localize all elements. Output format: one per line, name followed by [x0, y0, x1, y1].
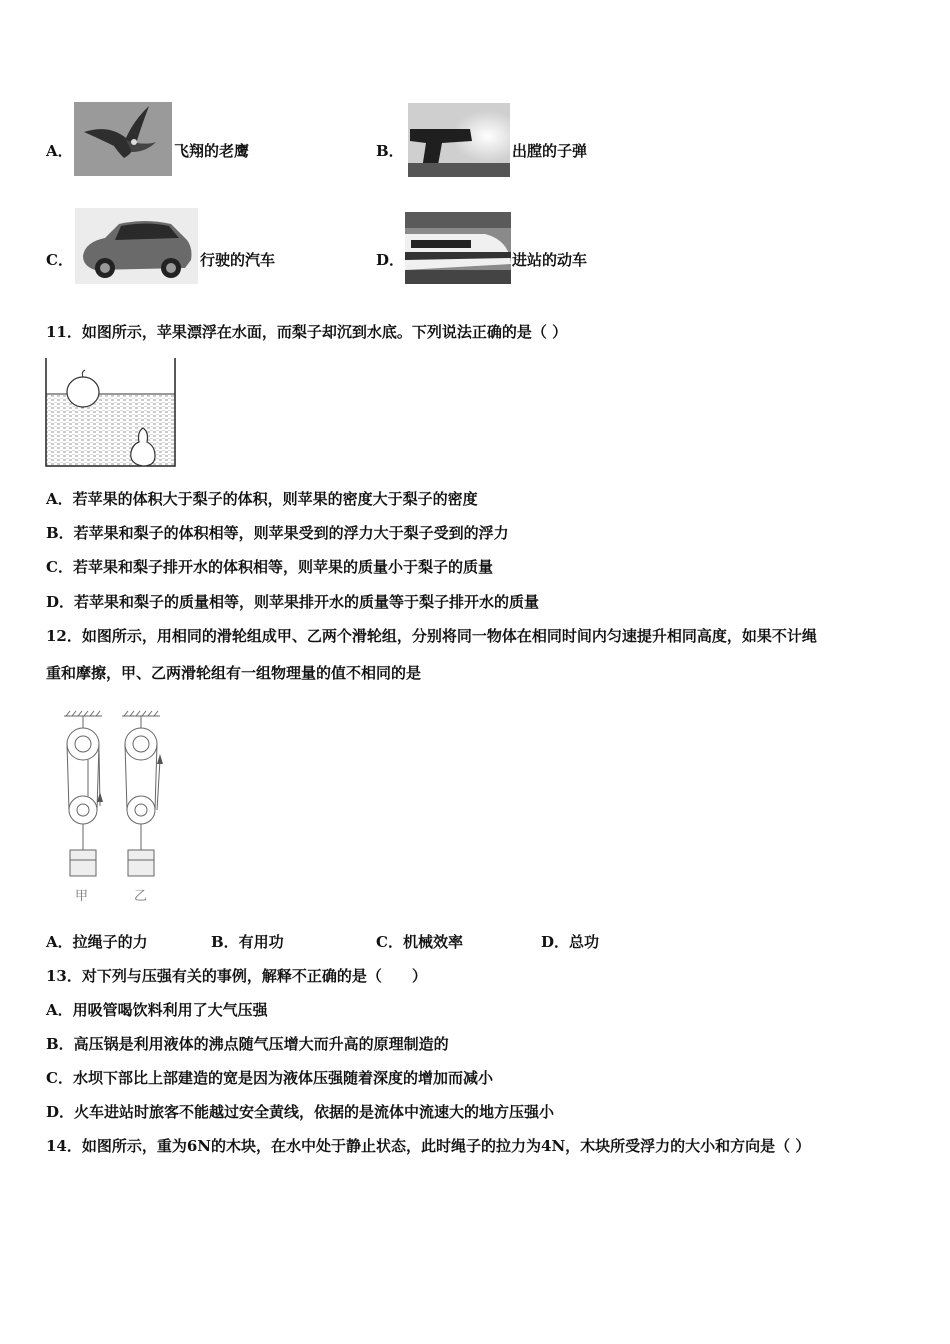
train-image: [405, 212, 511, 284]
q12-option-a: A．拉绳子的力: [46, 933, 148, 951]
eagle-image: [74, 102, 172, 176]
q13-option-d: D．火车进站时旅客不能越过安全黄线，依据的是流体中流速大的地方压强小: [46, 1103, 555, 1121]
figure-label-jia: 甲: [75, 889, 89, 904]
q12-stem-line2: 重和摩擦，甲、乙两滑轮组有一组物理量的值不相同的是: [46, 664, 422, 682]
q12-option-b: B．有用功: [211, 933, 284, 951]
option-letter: B．: [376, 142, 404, 160]
q13-option-b: B．高压锅是利用液体的沸点随气压增大而升高的原理制造的: [46, 1035, 449, 1053]
q11-option-b: B．若苹果和梨子的体积相等，则苹果受到的浮力大于梨子受到的浮力: [46, 524, 509, 542]
option-letter: A．: [46, 142, 73, 160]
option-letter: C．: [46, 251, 73, 269]
q12-option-c: C．机械效率: [376, 933, 463, 951]
bullet-image: [408, 103, 510, 177]
q13-option-a: A．用吸管喝饮料利用了大气压强: [46, 1001, 268, 1019]
q11-option-a: A．若苹果的体积大于梨子的体积，则苹果的密度大于梨子的密度: [46, 490, 478, 508]
option-caption: 出膛的子弹: [512, 142, 588, 160]
q11-figure: [45, 358, 177, 468]
figure-label-yi: 乙: [134, 889, 148, 904]
q12-pulley-figure: [58, 710, 178, 908]
option-caption: 行驶的汽车: [200, 251, 276, 269]
q13-option-c: C．水坝下部比上部建造的宽是因为液体压强随着深度的增加而减小: [46, 1069, 493, 1087]
apple-shape: [67, 377, 99, 407]
q11-stem: 11．如图所示，苹果漂浮在水面，而梨子却沉到水底。下列说法正确的是（ ）: [46, 323, 568, 341]
q11-option-d: D．若苹果和梨子的质量相等，则苹果排开水的质量等于梨子排开水的质量: [46, 593, 540, 611]
q13-stem: 13．对下列与压强有关的事例，解释不正确的是（ ）: [46, 967, 427, 985]
option-letter: D．: [376, 251, 405, 269]
q12-stem-line1: 12．如图所示，用相同的滑轮组成甲、乙两个滑轮组，分别将同一物体在相同时间内匀速提升相同高度，如果不计绳: [46, 627, 817, 645]
car-image: [75, 208, 198, 284]
q11-option-c: C．若苹果和梨子排开水的体积相等，则苹果的质量小于梨子的质量: [46, 558, 493, 576]
option-caption: 飞翔的老鹰: [174, 142, 250, 160]
option-caption: 进站的动车: [512, 251, 588, 269]
q14-stem: 14．如图所示，重为6N的木块，在水中处于静止状态，此时绳子的拉力为4N，木块所受浮力的大小和方向是（ ）: [46, 1137, 811, 1155]
q12-option-d: D．总功: [541, 933, 600, 951]
